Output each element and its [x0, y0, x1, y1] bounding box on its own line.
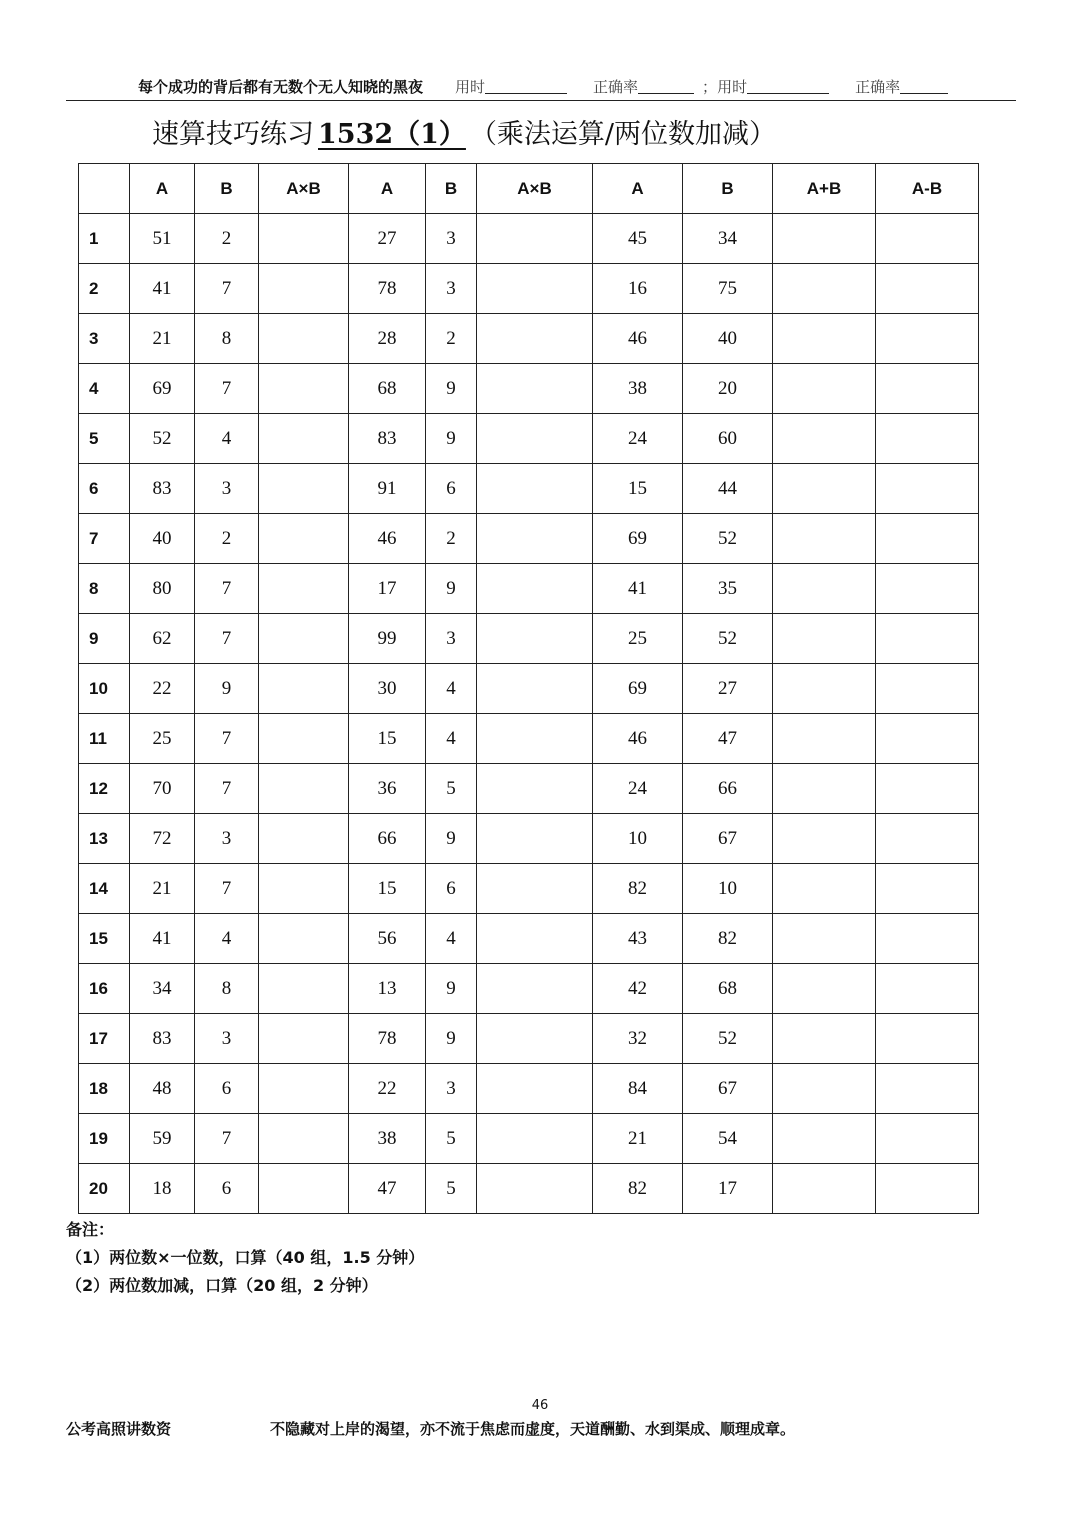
row-number: 2 — [79, 264, 130, 314]
operand-cell: 24 — [593, 414, 683, 464]
row-number: 9 — [79, 614, 130, 664]
operand-cell: 25 — [593, 614, 683, 664]
answer-cell[interactable] — [259, 1114, 349, 1164]
answer-cell[interactable] — [477, 664, 593, 714]
operand-cell: 9 — [426, 564, 477, 614]
operand-cell: 34 — [130, 964, 195, 1014]
answer-cell[interactable] — [773, 664, 876, 714]
answer-cell[interactable] — [773, 414, 876, 464]
operand-cell: 48 — [130, 1064, 195, 1114]
operand-cell: 83 — [130, 464, 195, 514]
operand-cell: 9 — [195, 664, 259, 714]
operand-cell: 46 — [593, 314, 683, 364]
answer-cell[interactable] — [773, 464, 876, 514]
answer-cell[interactable] — [773, 264, 876, 314]
operand-cell: 3 — [426, 614, 477, 664]
answer-cell[interactable] — [477, 614, 593, 664]
row-number: 19 — [79, 1114, 130, 1164]
operand-cell: 70 — [130, 764, 195, 814]
table-row — [79, 914, 979, 964]
table-row — [79, 1064, 979, 1114]
operand-cell: 10 — [683, 864, 773, 914]
row-number: 17 — [79, 1014, 130, 1064]
answer-cell[interactable] — [477, 764, 593, 814]
answer-cell[interactable] — [773, 564, 876, 614]
practice-table — [78, 163, 979, 1214]
operand-cell: 22 — [349, 1064, 426, 1114]
column-header: A — [130, 164, 195, 214]
column-header: A — [349, 164, 426, 214]
operand-cell: 52 — [130, 414, 195, 464]
time-label-1: 用时 — [455, 78, 486, 96]
answer-cell[interactable] — [773, 514, 876, 564]
answer-cell[interactable] — [477, 1064, 593, 1114]
operand-cell: 22 — [130, 664, 195, 714]
answer-cell[interactable] — [773, 314, 876, 364]
operand-cell: 35 — [683, 564, 773, 614]
table-row — [79, 214, 979, 264]
answer-cell[interactable] — [773, 864, 876, 914]
footer-motto: 不隐藏对上岸的渴望，亦不流于焦虑而虚度，天道酬勤、水到渠成、顺理成章。 — [270, 1420, 796, 1438]
time-blank-1[interactable] — [485, 79, 567, 94]
answer-cell[interactable] — [876, 214, 979, 264]
title-code: 1532（1） — [318, 119, 466, 150]
operand-cell: 4 — [195, 914, 259, 964]
table-row — [79, 264, 979, 314]
row-number: 6 — [79, 464, 130, 514]
operand-cell: 56 — [349, 914, 426, 964]
operand-cell: 5 — [426, 764, 477, 814]
table-row — [79, 514, 979, 564]
operand-cell: 6 — [426, 464, 477, 514]
answer-cell[interactable] — [773, 764, 876, 814]
accuracy-blank-1[interactable] — [638, 79, 694, 94]
answer-cell[interactable] — [477, 364, 593, 414]
operand-cell: 42 — [593, 964, 683, 1014]
table-row — [79, 414, 979, 464]
operand-cell: 72 — [130, 814, 195, 864]
answer-cell[interactable] — [876, 914, 979, 964]
operand-cell: 78 — [349, 1014, 426, 1064]
answer-cell[interactable] — [477, 1164, 593, 1214]
answer-cell[interactable] — [259, 1014, 349, 1064]
operand-cell: 52 — [683, 514, 773, 564]
column-header: B — [683, 164, 773, 214]
column-header: A×B — [477, 164, 593, 214]
answer-cell[interactable] — [477, 414, 593, 464]
answer-cell[interactable] — [773, 1164, 876, 1214]
operand-cell: 83 — [349, 414, 426, 464]
answer-cell[interactable] — [259, 614, 349, 664]
time-label-2: 用时 — [717, 78, 748, 96]
operand-cell: 9 — [426, 814, 477, 864]
operand-cell: 83 — [130, 1014, 195, 1064]
row-number: 3 — [79, 314, 130, 364]
answer-cell[interactable] — [876, 1114, 979, 1164]
row-number: 10 — [79, 664, 130, 714]
operand-cell: 24 — [593, 764, 683, 814]
answer-cell[interactable] — [876, 1064, 979, 1114]
operand-cell: 40 — [130, 514, 195, 564]
answer-cell[interactable] — [477, 514, 593, 564]
column-header: A×B — [259, 164, 349, 214]
operand-cell: 47 — [683, 714, 773, 764]
operand-cell: 15 — [349, 714, 426, 764]
column-header: A-B — [876, 164, 979, 214]
note-item-2: （2）两位数加减，口算（20 组，2 分钟） — [66, 1276, 378, 1295]
operand-cell: 2 — [426, 314, 477, 364]
operand-cell: 3 — [195, 1014, 259, 1064]
header-motto: 每个成功的背后都有无数个无人知晓的黑夜 — [138, 78, 424, 96]
operand-cell: 66 — [683, 764, 773, 814]
operand-cell: 9 — [426, 364, 477, 414]
operand-cell: 47 — [349, 1164, 426, 1214]
operand-cell: 67 — [683, 814, 773, 864]
operand-cell: 27 — [683, 664, 773, 714]
answer-cell[interactable] — [259, 314, 349, 364]
accuracy-label-1: 正确率 — [593, 78, 639, 96]
operand-cell: 75 — [683, 264, 773, 314]
row-number: 12 — [79, 764, 130, 814]
operand-cell: 20 — [683, 364, 773, 414]
operand-cell: 16 — [593, 264, 683, 314]
answer-cell[interactable] — [876, 714, 979, 764]
answer-cell[interactable] — [477, 564, 593, 614]
operand-cell: 18 — [130, 1164, 195, 1214]
answer-cell[interactable] — [259, 814, 349, 864]
footer-left: 公考高照讲数资 — [66, 1420, 172, 1438]
answer-cell[interactable] — [876, 514, 979, 564]
operand-cell: 54 — [683, 1114, 773, 1164]
operand-cell: 41 — [130, 914, 195, 964]
operand-cell: 15 — [349, 864, 426, 914]
operand-cell: 25 — [130, 714, 195, 764]
operand-cell: 82 — [593, 864, 683, 914]
answer-cell[interactable] — [773, 1064, 876, 1114]
answer-cell[interactable] — [876, 964, 979, 1014]
operand-cell: 30 — [349, 664, 426, 714]
operand-cell: 82 — [683, 914, 773, 964]
operand-cell: 69 — [130, 364, 195, 414]
operand-cell: 6 — [195, 1164, 259, 1214]
operand-cell: 4 — [426, 664, 477, 714]
table-row — [79, 1164, 979, 1214]
answer-cell[interactable] — [259, 414, 349, 464]
table-row — [79, 714, 979, 764]
operand-cell: 45 — [593, 214, 683, 264]
row-number: 18 — [79, 1064, 130, 1114]
answer-cell[interactable] — [259, 914, 349, 964]
operand-cell: 69 — [593, 514, 683, 564]
operand-cell: 7 — [195, 264, 259, 314]
operand-cell: 59 — [130, 1114, 195, 1164]
operand-cell: 43 — [593, 914, 683, 964]
operand-cell: 9 — [426, 1014, 477, 1064]
column-header: A+B — [773, 164, 876, 214]
answer-cell[interactable] — [477, 464, 593, 514]
answer-cell[interactable] — [876, 414, 979, 464]
operand-cell: 4 — [426, 914, 477, 964]
operand-cell: 7 — [195, 714, 259, 764]
operand-cell: 27 — [349, 214, 426, 264]
row-number: 13 — [79, 814, 130, 864]
operand-cell: 4 — [426, 714, 477, 764]
operand-cell: 46 — [349, 514, 426, 564]
operand-cell: 3 — [195, 814, 259, 864]
answer-cell[interactable] — [259, 664, 349, 714]
table-row — [79, 464, 979, 514]
operand-cell: 7 — [195, 764, 259, 814]
answer-cell[interactable] — [477, 964, 593, 1014]
operand-cell: 38 — [349, 1114, 426, 1164]
table-row — [79, 614, 979, 664]
answer-cell[interactable] — [773, 814, 876, 864]
answer-cell[interactable] — [876, 614, 979, 664]
answer-cell[interactable] — [876, 364, 979, 414]
operand-cell: 5 — [426, 1114, 477, 1164]
operand-cell: 36 — [349, 764, 426, 814]
operand-cell: 52 — [683, 1014, 773, 1064]
row-number: 16 — [79, 964, 130, 1014]
operand-cell: 3 — [426, 264, 477, 314]
answer-cell[interactable] — [259, 514, 349, 564]
answer-cell[interactable] — [477, 314, 593, 364]
operand-cell: 7 — [195, 614, 259, 664]
notes — [66, 1216, 424, 1300]
operand-cell: 68 — [349, 364, 426, 414]
operand-cell: 91 — [349, 464, 426, 514]
page-number: 46 — [531, 1398, 549, 1413]
operand-cell: 7 — [195, 564, 259, 614]
operand-cell: 10 — [593, 814, 683, 864]
operand-cell: 17 — [683, 1164, 773, 1214]
answer-cell[interactable] — [773, 714, 876, 764]
answer-cell[interactable] — [876, 764, 979, 814]
title-suffix: （乘法运算/两位数加减） — [469, 119, 777, 150]
operand-cell: 78 — [349, 264, 426, 314]
operand-cell: 69 — [593, 664, 683, 714]
row-number: 11 — [79, 714, 130, 764]
row-number: 7 — [79, 514, 130, 564]
accuracy-blank-2[interactable] — [900, 79, 948, 94]
operand-cell: 46 — [593, 714, 683, 764]
answer-cell[interactable] — [259, 864, 349, 914]
operand-cell: 34 — [683, 214, 773, 264]
header-separator: ； — [702, 78, 718, 96]
answer-cell[interactable] — [259, 764, 349, 814]
answer-cell[interactable] — [876, 564, 979, 614]
operand-cell: 41 — [130, 264, 195, 314]
answer-cell[interactable] — [477, 714, 593, 764]
operand-cell: 8 — [195, 964, 259, 1014]
row-number: 14 — [79, 864, 130, 914]
table-row — [79, 864, 979, 914]
row-number: 8 — [79, 564, 130, 614]
operand-cell: 52 — [683, 614, 773, 664]
operand-cell: 32 — [593, 1014, 683, 1064]
answer-cell[interactable] — [259, 1064, 349, 1114]
operand-cell: 3 — [195, 464, 259, 514]
operand-cell: 8 — [195, 314, 259, 364]
answer-cell[interactable] — [876, 1164, 979, 1214]
operand-cell: 62 — [130, 614, 195, 664]
answer-cell[interactable] — [773, 1014, 876, 1064]
answer-cell[interactable] — [773, 614, 876, 664]
answer-cell[interactable] — [259, 564, 349, 614]
operand-cell: 9 — [426, 964, 477, 1014]
answer-cell[interactable] — [773, 964, 876, 1014]
operand-cell: 4 — [195, 414, 259, 464]
operand-cell: 66 — [349, 814, 426, 864]
table-row — [79, 764, 979, 814]
note-item-1: （1）两位数×一位数，口算（40 组，1.5 分钟） — [66, 1248, 425, 1267]
answer-cell[interactable] — [876, 314, 979, 364]
row-number: 1 — [79, 214, 130, 264]
operand-cell: 15 — [593, 464, 683, 514]
answer-cell[interactable] — [477, 914, 593, 964]
column-header: A — [593, 164, 683, 214]
table-row — [79, 564, 979, 614]
answer-cell[interactable] — [259, 364, 349, 414]
answer-cell[interactable] — [477, 1014, 593, 1064]
answer-cell[interactable] — [876, 1014, 979, 1064]
answer-cell[interactable] — [876, 664, 979, 714]
answer-cell[interactable] — [259, 464, 349, 514]
notes-heading: 备注： — [66, 1220, 115, 1239]
header-rule — [66, 100, 1016, 101]
column-header: B — [426, 164, 477, 214]
answer-cell[interactable] — [876, 814, 979, 864]
answer-cell[interactable] — [477, 1114, 593, 1164]
operand-cell: 28 — [349, 314, 426, 364]
operand-cell: 21 — [593, 1114, 683, 1164]
operand-cell: 21 — [130, 314, 195, 364]
column-header: B — [195, 164, 259, 214]
answer-cell[interactable] — [259, 214, 349, 264]
answer-cell[interactable] — [477, 864, 593, 914]
answer-cell[interactable] — [773, 914, 876, 964]
answer-cell[interactable] — [876, 864, 979, 914]
page-header — [66, 76, 1016, 97]
table-row — [79, 664, 979, 714]
page-title — [152, 112, 776, 151]
title-prefix: 速算技巧练习 — [152, 119, 314, 150]
operand-cell: 40 — [683, 314, 773, 364]
table-row — [79, 314, 979, 364]
operand-cell: 7 — [195, 1114, 259, 1164]
operand-cell: 2 — [426, 514, 477, 564]
operand-cell: 13 — [349, 964, 426, 1014]
answer-cell[interactable] — [773, 214, 876, 264]
answer-cell[interactable] — [259, 964, 349, 1014]
answer-cell[interactable] — [477, 214, 593, 264]
accuracy-label-2: 正确率 — [855, 78, 901, 96]
table-row — [79, 1114, 979, 1164]
time-blank-2[interactable] — [747, 79, 829, 94]
table-row — [79, 1014, 979, 1064]
operand-cell: 51 — [130, 214, 195, 264]
operand-cell: 2 — [195, 514, 259, 564]
operand-cell: 2 — [195, 214, 259, 264]
operand-cell: 17 — [349, 564, 426, 614]
answer-cell[interactable] — [259, 264, 349, 314]
operand-cell: 3 — [426, 214, 477, 264]
operand-cell: 6 — [195, 1064, 259, 1114]
operand-cell: 3 — [426, 1064, 477, 1114]
answer-cell[interactable] — [259, 1164, 349, 1214]
operand-cell: 82 — [593, 1164, 683, 1214]
answer-cell[interactable] — [876, 464, 979, 514]
operand-cell: 6 — [426, 864, 477, 914]
operand-cell: 7 — [195, 864, 259, 914]
operand-cell: 67 — [683, 1064, 773, 1114]
row-number: 15 — [79, 914, 130, 964]
operand-cell: 60 — [683, 414, 773, 464]
operand-cell: 99 — [349, 614, 426, 664]
operand-cell: 5 — [426, 1164, 477, 1214]
table-row — [79, 364, 979, 414]
answer-cell[interactable] — [876, 264, 979, 314]
operand-cell: 7 — [195, 364, 259, 414]
answer-cell[interactable] — [259, 714, 349, 764]
answer-cell[interactable] — [773, 364, 876, 414]
answer-cell[interactable] — [773, 1114, 876, 1164]
operand-cell: 68 — [683, 964, 773, 1014]
operand-cell: 41 — [593, 564, 683, 614]
table-row — [79, 814, 979, 864]
row-number: 20 — [79, 1164, 130, 1214]
answer-cell[interactable] — [477, 264, 593, 314]
operand-cell: 84 — [593, 1064, 683, 1114]
row-number: 5 — [79, 414, 130, 464]
operand-cell: 21 — [130, 864, 195, 914]
table-row — [79, 964, 979, 1014]
answer-cell[interactable] — [477, 814, 593, 864]
operand-cell: 44 — [683, 464, 773, 514]
operand-cell: 9 — [426, 414, 477, 464]
table-header-row — [79, 164, 979, 214]
operand-cell: 80 — [130, 564, 195, 614]
row-number: 4 — [79, 364, 130, 414]
column-header — [79, 164, 130, 214]
operand-cell: 38 — [593, 364, 683, 414]
